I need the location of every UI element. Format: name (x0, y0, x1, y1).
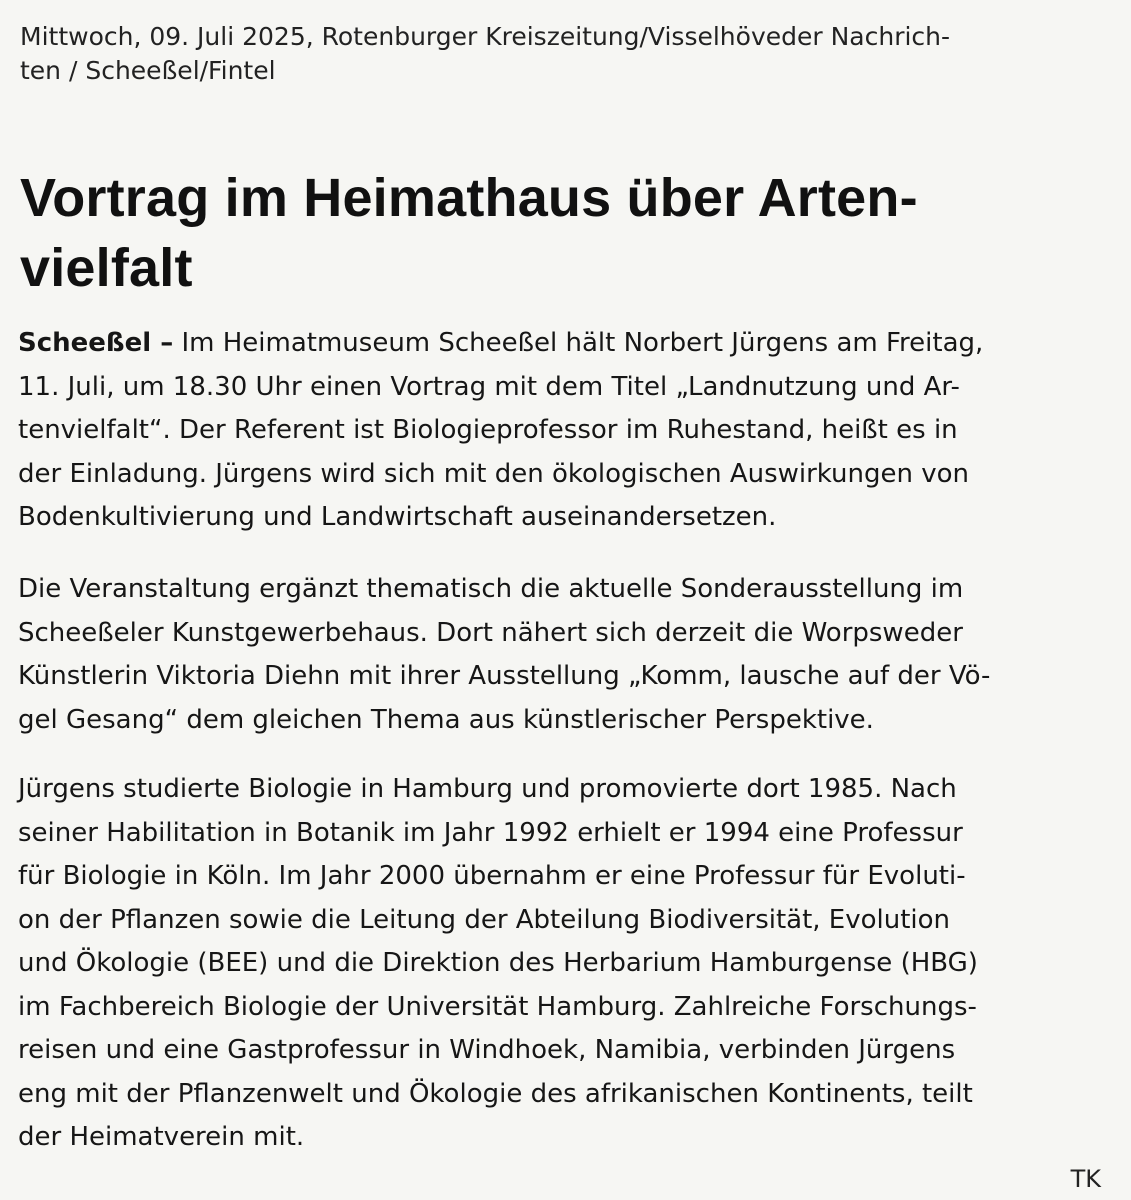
dateline-line: Mittwoch, 09. Juli 2025, Rotenburger Kreiszeitung/Visselhöveder Nachrich- (20, 22, 951, 51)
dateline-place: Scheeßel – (18, 328, 174, 358)
paragraph-line-text: Im Heimatmuseum Scheeßel hält Norbert Jürgens am Freitag, (173, 328, 984, 358)
paragraph-line: Jürgens studierte Biologie in Hamburg und promovierte dort 1985. Nach (18, 774, 957, 804)
paragraph-line: reisen und eine Gastprofessur in Windhoek, Namibia, verbinden Jürgens (18, 1035, 956, 1065)
paragraph-line: seiner Habilitation in Botanik im Jahr 1992 erhielt er 1994 eine Professur (18, 817, 963, 848)
dateline (20, 20, 1110, 88)
headline (20, 163, 1110, 303)
paragraph-line: gel Gesang“ dem gleichen Thema aus künstlerischer Perspektive. (18, 704, 874, 735)
dateline-line: ten / Scheeßel/Fintel (20, 56, 276, 85)
paragraph-line: eng mit der Pflanzenwelt und Ökologie des afrikanischen Kontinents, teilt (18, 1078, 973, 1109)
headline-line: Vortrag im Heimathaus über Arten- (20, 168, 918, 228)
paragraph-line: Die Veranstaltung ergänzt thematisch die aktuelle Sonderausstellung im (18, 574, 964, 604)
paragraph-line: für Biologie in Köln. Im Jahr 2000 übernahm er eine Professur für Evoluti- (18, 861, 966, 891)
paragraph-biography (18, 768, 1113, 1160)
paragraph-line: der Einladung. Jürgens wird sich mit den ökologischen Auswirkungen von (18, 458, 970, 489)
paragraph-line: der Heimatverein mit. (18, 1122, 305, 1152)
paragraph-intro (18, 322, 1113, 540)
paragraph-line: und Ökologie (BEE) und die Direktion des Herbarium Hamburgense (HBG) (18, 948, 978, 978)
paragraph-line: on der Pflanzen sowie die Leitung der Abteilung Biodiversität, Evolution (18, 904, 951, 935)
paragraph-line: tenvielfalt“. Der Referent ist Biologieprofessor im Ruhestand, heißt es in (18, 415, 958, 445)
paragraph-exhibition (18, 568, 1113, 742)
paragraph-line: Künstlerin Viktoria Diehn mit ihrer Ausstellung „Komm, lausche auf der Vö- (18, 661, 991, 691)
paragraph-line: Scheeßeler Kunstgewerbehaus. Dort nähert sich derzeit die Worpsweder (18, 617, 963, 648)
paragraph-line (18, 322, 1113, 366)
paragraph-line: im Fachbereich Biologie der Universität Hamburg. Zahlreiche Forschungs- (18, 991, 977, 1022)
paragraph-line: Bodenkultivierung und Landwirtschaft auseinandersetzen. (18, 502, 777, 532)
headline-line: vielfalt (20, 238, 193, 298)
paragraph-line: 11. Juli, um 18.30 Uhr einen Vortrag mit dem Titel „Landnutzung und Ar- (18, 371, 960, 402)
author-initials: TK (1070, 1165, 1101, 1193)
